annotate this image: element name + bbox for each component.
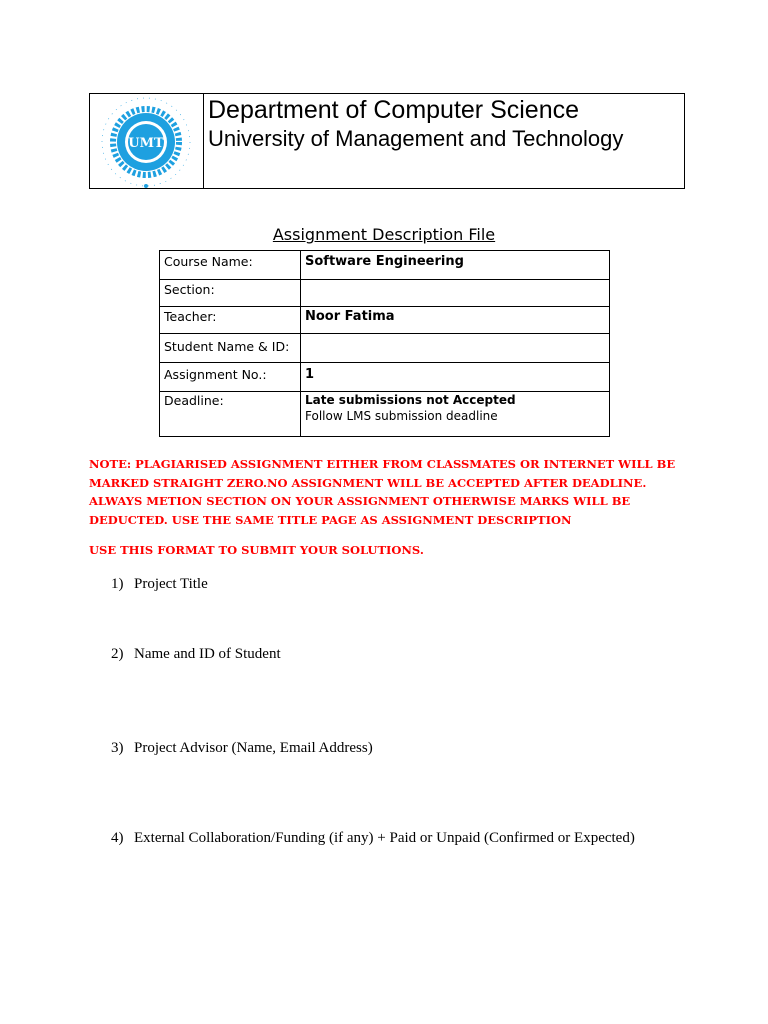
header-box [89, 93, 685, 189]
deadline-value [301, 392, 610, 437]
question-item [111, 576, 208, 593]
logo-center-text: UMT [128, 136, 164, 151]
question-item [111, 740, 373, 757]
umt-logo [94, 94, 198, 188]
deadline-label: Deadline: [160, 392, 301, 437]
question-number: 3) [111, 740, 124, 756]
table-row-assignment [160, 363, 610, 392]
question-item [111, 830, 635, 847]
assignment-label: Assignment No.: [160, 363, 301, 392]
table-row-section [160, 280, 610, 307]
deadline-sub-text: Follow LMS submission deadline [305, 409, 498, 423]
format-note: USE THIS FORMAT TO SUBMIT YOUR SOLUTIONS. [89, 543, 424, 557]
question-text: Name and ID of Student [134, 646, 281, 662]
student-label: Student Name & ID: [160, 334, 301, 363]
question-number: 2) [111, 646, 124, 662]
assignment-info-table [159, 250, 610, 437]
question-number: 1) [111, 576, 124, 592]
question-number: 4) [111, 830, 124, 846]
question-text: Project Advisor (Name, Email Address) [134, 740, 373, 756]
document-title [0, 225, 768, 244]
department-title: Department of Computer Science [208, 96, 580, 124]
deadline-main-text: Late submissions not Accepted [305, 393, 516, 407]
section-label: Section: [160, 280, 301, 307]
section-value[interactable] [301, 280, 610, 307]
table-row-student [160, 334, 610, 363]
university-title: University of Management and Technology [208, 126, 624, 151]
assignment-value[interactable]: 1 [301, 363, 610, 392]
document-title-text: Assignment Description File [272, 225, 496, 244]
logo-cell [90, 94, 204, 188]
course-value[interactable]: Software Engineering [301, 251, 610, 280]
student-value[interactable] [301, 334, 610, 363]
table-row-deadline [160, 392, 610, 437]
plagiarism-note: NOTE: PLAGIARISED ASSIGNMENT EITHER FROM CLASSMATES OR INTERNET WILL BE MARKED STRAIGHT ZERO.NO ASSIGNMENT WILL BE ACCEPTED AFTER DEADLINE. ALWAYS METION SECTION ON YOUR ASSIGNMENT OTHERWISE MARKS WILL BE DEDUCTED. USE THE SAME TITLE PAGE AS ASSIGNMENT DESCRIPTION [89, 457, 676, 527]
teacher-label: Teacher: [160, 307, 301, 334]
question-text: Project Title [134, 576, 208, 592]
question-text: External Collaboration/Funding (if any) + Paid or Unpaid (Confirmed or Expected) [134, 830, 635, 846]
table-row-teacher [160, 307, 610, 334]
teacher-value[interactable]: Noor Fatima [301, 307, 610, 334]
table-row-course [160, 251, 610, 280]
question-item [111, 646, 281, 663]
course-label: Course Name: [160, 251, 301, 280]
